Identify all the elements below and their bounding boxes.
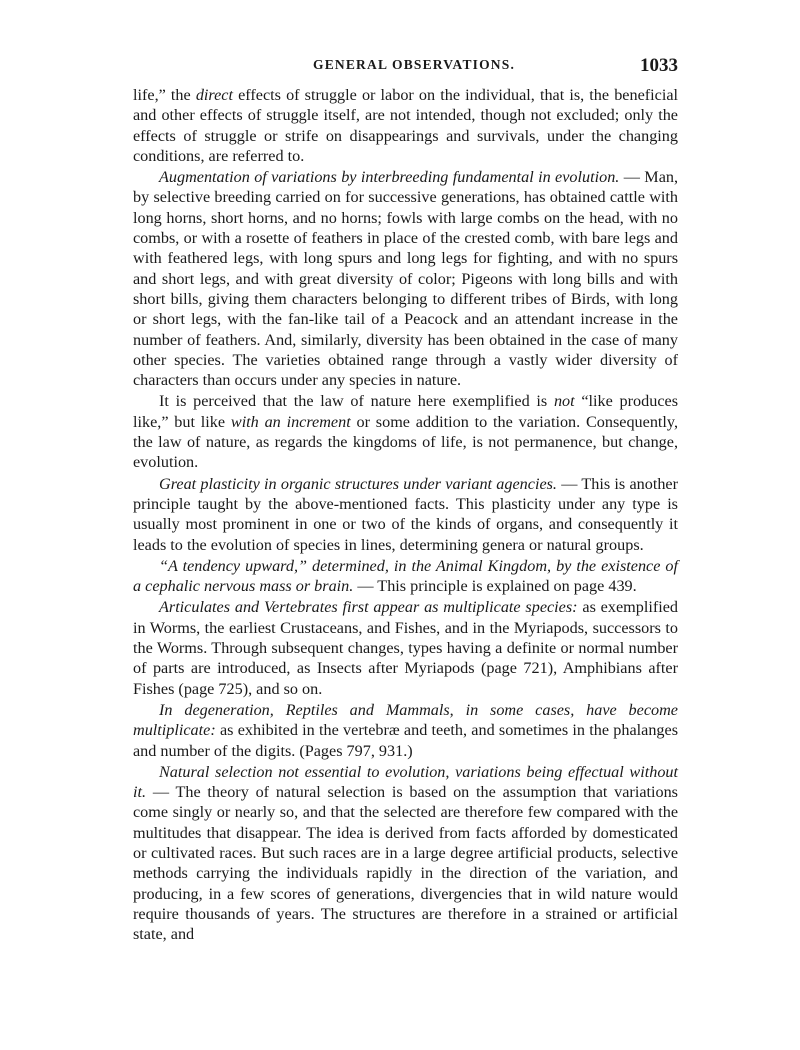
italic-text: Articulates and Vertebrates first appear as multiplicate species: bbox=[159, 598, 578, 617]
paragraph bbox=[133, 167, 678, 390]
text-run: as exemplified in Worms, the earliest Crustaceans, and Fishes, and in the Myriapods, successors to the Worms. Through subsequent changes, types having a definite or normal number of parts are introduced, as Insects after Myriapods (page 721), Amphibians after Fishes (page 725), and so on. bbox=[133, 598, 678, 698]
text-run: — This is another principle taught by the above-mentioned facts. This plasticity under any type is usually most prominent in one or two of the kinds of organs, and consequently it leads to the evolution of species in lines, determining genera or natural groups. bbox=[133, 474, 678, 554]
italic-text: Great plasticity in organic structures under variant agencies. bbox=[159, 474, 557, 493]
text-run: — Man, by selective breeding carried on for successive generations, has obtained cattle with long horns, short horns, and no horns; fowls with large combs on the head, with no combs, or with a rosette of feathers in place of the crested comb, with bare legs and with feathered legs, with long spurs and long legs for fighting, and with no spurs and short legs, and with great diversity of color; Pigeons with long bills and with short bills, giving them characters belonging to different tribes of Birds, with long or short legs, with the fan-like tail of a Peacock and an attendant increase in the number of feathers. And, similarly, diversity has been obtained in the case of many other species. The varieties obtained range through a vastly wider diversity of characters than occurs under any species in nature. bbox=[133, 168, 679, 390]
text-run: as exhibited in the vertebræ and teeth, and sometimes in the phalanges and number of the digits. (Pages 797, 931.) bbox=[133, 721, 678, 760]
text-run: — This principle is explained on page 439. bbox=[353, 577, 637, 596]
paragraph bbox=[133, 700, 678, 761]
paragraph bbox=[133, 762, 678, 945]
text-run: effects of struggle or labor on the individual, that is, the beneficial and other effects of struggle itself, are not intended, though not excluded; only the effects of struggle or strife on disappearings and survivals, under the changing conditions, are referred to. bbox=[133, 86, 679, 165]
paragraph bbox=[133, 391, 678, 472]
italic-text: not bbox=[553, 392, 575, 411]
italic-text: “A tendency upward,” determined, in the Animal Kingdom, by the existence of a cephalic nervous mass or brain. bbox=[133, 556, 678, 596]
italic-text: Natural selection not essential to evolution, variations being effectual without it. bbox=[133, 762, 678, 802]
text-run: or some addition to the variation. Consequently, the law of nature, as regards the kingdoms of life, is not permanence, but change, evolution. bbox=[133, 412, 679, 472]
page-number: 1033 bbox=[640, 55, 678, 76]
text-run: — The theory of natural selection is based on the assumption that variations come singly or nearly so, and that the selected are therefore few compared with the multitudes that disappear. The idea is derived from facts afforded by domesticated or cultivated races. But such races are in a large degree artificial products, selective methods carrying the individuals rapidly in the direction of the variation, and producing, in a few scores of generations, divergencies that in wild nature would require thousands of years. The structures are therefore in a strained or artificial state, and bbox=[133, 783, 678, 944]
paragraph bbox=[133, 474, 678, 555]
italic-text: Augmentation of variations by interbreeding fundamental in evolution. bbox=[159, 168, 620, 187]
body-text bbox=[133, 85, 678, 944]
running-title: GENERAL OBSERVATIONS. bbox=[313, 57, 516, 72]
italic-text: direct bbox=[195, 86, 233, 104]
page-header bbox=[133, 55, 678, 81]
paragraph bbox=[133, 556, 678, 597]
paragraph bbox=[133, 597, 678, 698]
text-run: life,” the bbox=[133, 86, 196, 104]
paragraph bbox=[133, 85, 678, 166]
italic-text: In degeneration, Reptiles and Mammals, in some cases, have become multiplicate: bbox=[133, 700, 678, 740]
text-run: “like produces like,” but like bbox=[133, 392, 678, 431]
text-run: It is perceived that the law of nature here exemplified is bbox=[159, 392, 554, 411]
italic-text: with an increment bbox=[230, 412, 351, 431]
